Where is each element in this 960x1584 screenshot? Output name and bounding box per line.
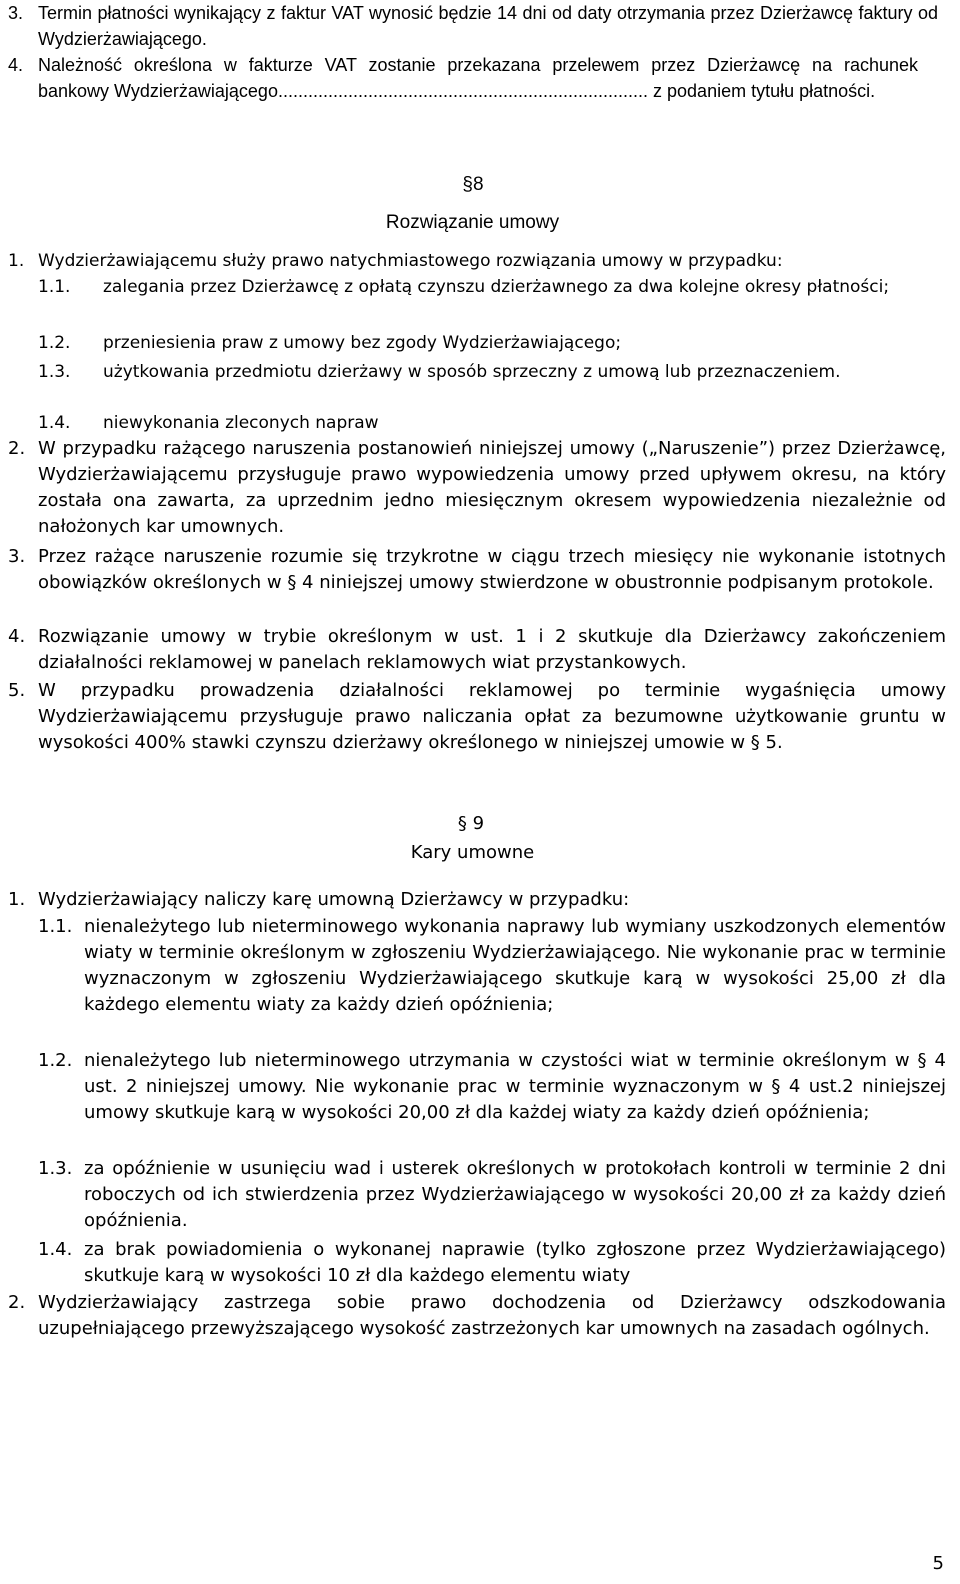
paragraph-text: zalegania przez Dzierżawcę z opłatą czynszu dzierżawnego za dwa kolejne okresy płatności; xyxy=(103,277,890,297)
paragraph-8-1-3 xyxy=(38,359,938,385)
paragraph-number: 1. xyxy=(8,251,25,271)
paragraph-text: W przypadku rażącego naruszenia postanowień niniejszej umowy („Naruszenie”) przez Dzierżawcę, Wydzierżawiającemu przysługuje prawo wypowiedzenia umowy przed upływem okresu, na który została ona zawarta, za uprzednim jedno miesięcznym okresem wypowiedzenia niezależnie od nałożonych kar umownych. xyxy=(38,438,946,537)
paragraph-number: 1.2. xyxy=(38,333,71,353)
paragraph-9-1 xyxy=(8,887,946,913)
paragraph-text: przeniesienia praw z umowy bez zgody Wydzierżawiającego; xyxy=(103,333,622,353)
paragraph-text: Termin płatności wynikający z faktur VAT wynosić będzie 14 dni od daty otrzymania przez Dzierżawcę faktury od Wydzierżawiającego. xyxy=(38,3,938,49)
paragraph-8-4 xyxy=(8,624,946,676)
paragraph-number: 4. xyxy=(8,626,26,647)
paragraph-number: 4. xyxy=(8,55,24,75)
paragraph-8-1-1 xyxy=(38,274,938,300)
paragraph-8-1-2 xyxy=(38,330,938,356)
page-number: 5 xyxy=(932,1553,944,1574)
section-8-symbol: §8 xyxy=(462,174,484,195)
paragraph-7-4 xyxy=(8,52,938,104)
paragraph-9-1-2 xyxy=(38,1048,946,1126)
paragraph-9-1-3 xyxy=(38,1156,946,1234)
paragraph-8-3 xyxy=(8,544,946,596)
paragraph-text: Wydzierżawiającemu służy prawo natychmiastowego rozwiązania umowy w przypadku: xyxy=(38,251,783,271)
paragraph-8-2 xyxy=(8,436,946,540)
paragraph-text: Przez rażące naruszenie rozumie się trzykrotne w ciągu trzech miesięcy nie wykonanie istotnych obowiązków określonych w § 4 niniejszej umowy stwierdzone w obustronnie podpisanym protokole. xyxy=(38,546,946,593)
paragraph-text: W przypadku prowadzenia działalności reklamowej po terminie wygaśnięcia umowy Wydzierżawiającemu przysługuje prawo naliczania opłat za bezumowne użytkowanie gruntu w wysokości 400% stawki czynszu dzierżawy określonego w niniejszej umowie w § 5. xyxy=(38,680,946,753)
paragraph-9-1-1 xyxy=(38,914,946,1018)
paragraph-8-5 xyxy=(8,678,946,756)
paragraph-text: użytkowania przedmiotu dzierżawy w sposób sprzeczny z umową lub przeznaczeniem. xyxy=(103,362,841,382)
paragraph-number: 5. xyxy=(8,680,26,701)
paragraph-text: Rozwiązanie umowy w trybie określonym w ust. 1 i 2 skutkuje dla Dzierżawcy zakończeniem działalności reklamowej w panelach reklamowych wiat przystankowych. xyxy=(38,626,946,673)
section-9-title: Kary umowne xyxy=(410,842,535,863)
paragraph-text: nienależytego lub nieterminowego wykonania naprawy lub wymiany uszkodzonych elementów wiaty w terminie określonym w zgłoszeniu Wydzierżawiającego. Nie wykonanie prac w terminie wyznaczonym w zgłoszeniu Wydzierżawiającego skutkuje karą w wysokości 25,00 zł dla każdego elementu wiaty za każdy dzień opóźnienia; xyxy=(84,916,946,1015)
paragraph-number: 1.1. xyxy=(38,916,73,937)
paragraph-number: 1.4. xyxy=(38,1239,73,1260)
paragraph-number: 1. xyxy=(8,889,26,910)
paragraph-9-2 xyxy=(8,1290,946,1342)
section-9-symbol: § 9 xyxy=(457,813,485,834)
paragraph-text: Należność określona w fakturze VAT zostanie przekazana przelewem przez Dzierżawcę na rachunek bankowy Wydzierżawiającego.......................................................................... z podaniem tytułu płatności. xyxy=(38,55,918,101)
paragraph-8-1 xyxy=(8,248,938,274)
paragraph-8-1-4 xyxy=(38,410,938,436)
paragraph-number: 1.4. xyxy=(38,413,71,433)
paragraph-number: 1.3. xyxy=(38,362,71,382)
paragraph-text: za opóźnienie w usunięciu wad i usterek określonych w protokołach kontroli w terminie 2 dni roboczych od ich stwierdzenia przez Wydzierżawiającego w wysokości 20,00 zł za każdy dzień opóźnienia. xyxy=(84,1158,946,1231)
paragraph-number: 3. xyxy=(8,546,26,567)
paragraph-9-1-4 xyxy=(38,1237,946,1289)
paragraph-number: 1.2. xyxy=(38,1050,73,1071)
paragraph-number: 2. xyxy=(8,438,26,459)
paragraph-number: 1.3. xyxy=(38,1158,73,1179)
paragraph-number: 2. xyxy=(8,1292,26,1313)
paragraph-text: za brak powiadomienia o wykonanej naprawie (tylko zgłoszone przez Wydzierżawiającego) skutkuje karą w wysokości 10 zł dla każdego elementu wiaty xyxy=(84,1239,946,1286)
paragraph-7-3 xyxy=(8,0,938,52)
paragraph-number: 3. xyxy=(8,3,24,23)
paragraph-text: Wydzierżawiający naliczy karę umowną Dzierżawcy w przypadku: xyxy=(38,889,630,910)
paragraph-text: niewykonania zleconych napraw xyxy=(103,413,379,433)
paragraph-text: Wydzierżawiający zastrzega sobie prawo dochodzenia od Dzierżawcy odszkodowania uzupełniającego przewyższającego wysokość zastrzeżonych kar umownych na zasadach ogólnych. xyxy=(38,1292,946,1339)
paragraph-number: 1.1. xyxy=(38,277,71,297)
section-8-title: Rozwiązanie umowy xyxy=(385,212,560,233)
paragraph-text: nienależytego lub nieterminowego utrzymania w czystości wiat w terminie określonym w § 4 ust. 2 niniejszej umowy. Nie wykonanie prac w terminie wyznaczonym w § 4 ust.2 niniejszej umowy skutkuje karą w wysokości 20,00 zł dla każdej wiaty za każdy dzień opóźnienia; xyxy=(84,1050,946,1123)
